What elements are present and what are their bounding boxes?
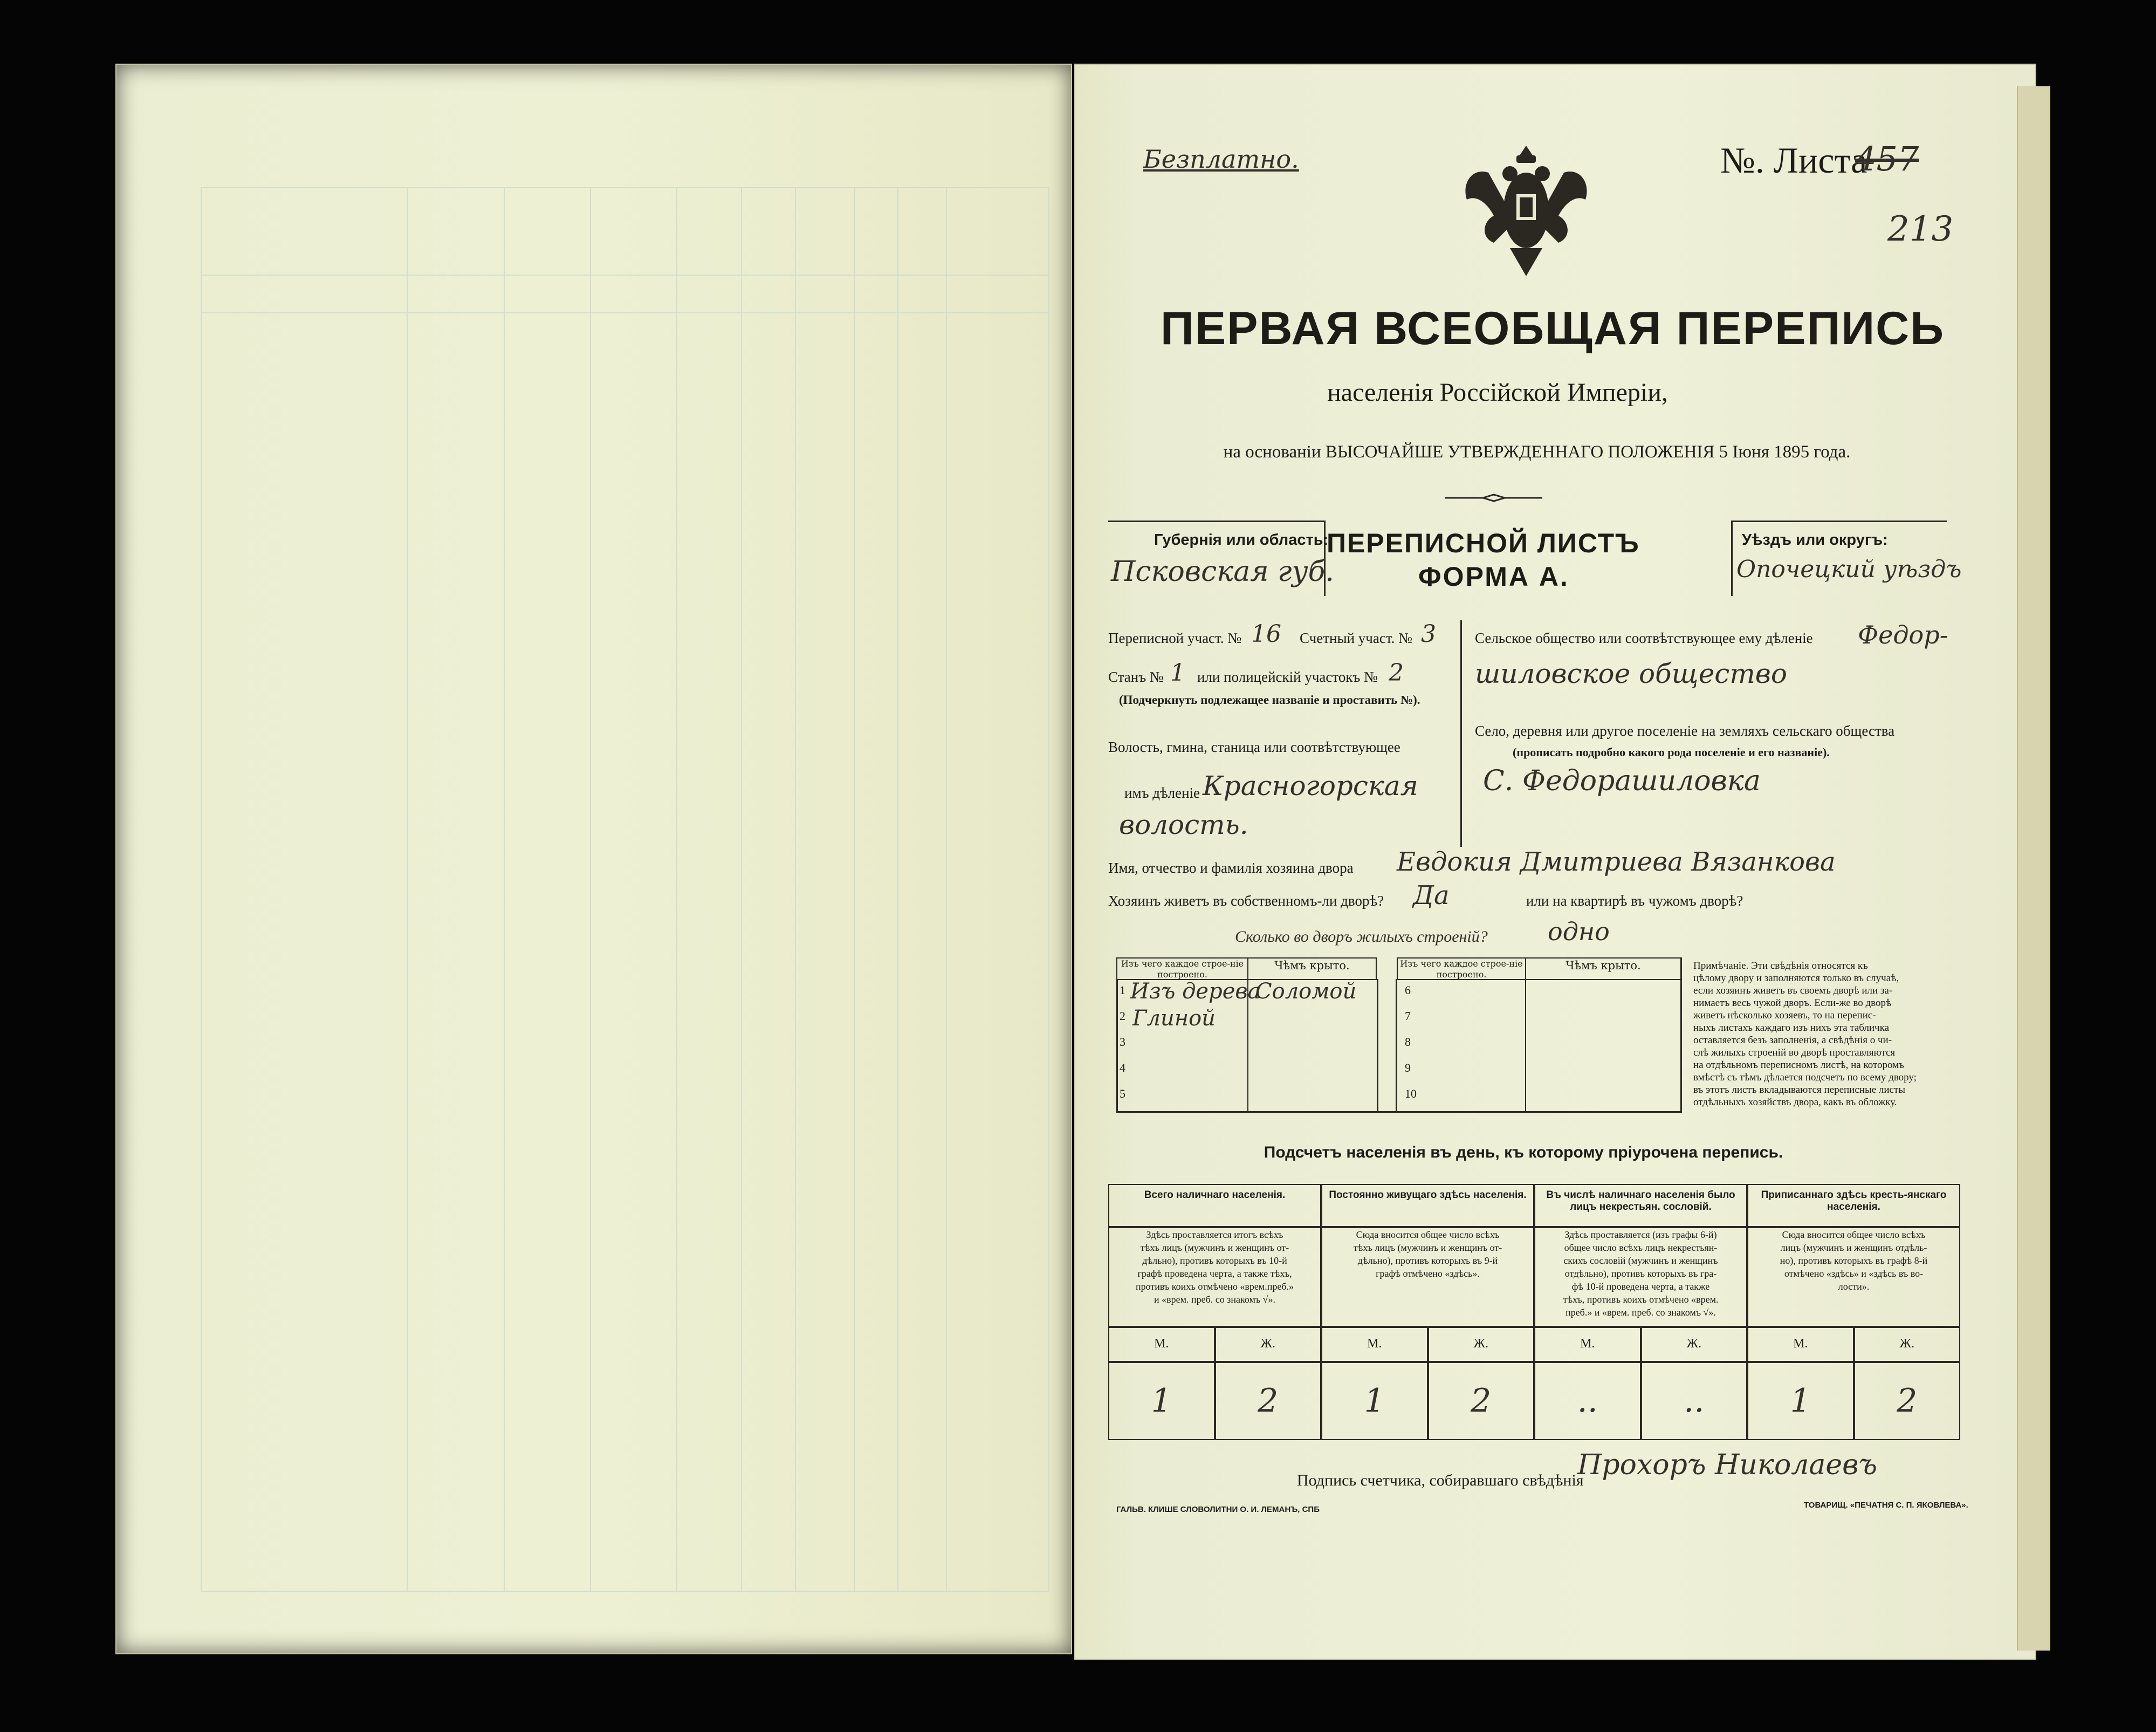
building-1-material: Изъ дерева	[1130, 979, 1261, 1004]
male-label: М.	[1747, 1327, 1854, 1362]
note-line: отдѣльныхъ хозяйствъ двора, какъ въ обложку.	[1693, 1097, 1897, 1108]
building-row-4: 4	[1120, 1061, 1125, 1074]
count-desc-line: и «врем. преб. со знакомъ √».	[1153, 1294, 1276, 1305]
count-desc-line: преб.» и «врем. преб. со знакомъ √».	[1565, 1307, 1716, 1318]
ornament-divider	[1445, 494, 1542, 502]
society-label: Сельское общество или соотвѣтствующее ему дѣленіе	[1475, 630, 1813, 646]
note-line: Примѣчаніе. Эти свѣдѣнія относятся къ	[1693, 960, 1868, 971]
note-line: оставляется безъ заполненія, а свѣдѣнія о чи-	[1693, 1035, 1892, 1046]
count-desc-line: графѣ отмѣчено «здѣсь».	[1376, 1268, 1480, 1279]
count-group-head	[1108, 1184, 1321, 1227]
female-count: 2	[1428, 1362, 1535, 1440]
male-label: М.	[1108, 1327, 1215, 1362]
counter-signature: Прохоръ Николаевъ	[1577, 1449, 1878, 1481]
own-yard-value: Да	[1413, 880, 1450, 911]
count-group-desc	[1747, 1227, 1960, 1327]
building-1-roof: Соломой	[1255, 979, 1357, 1004]
free-label: Безплатно.	[1143, 145, 1299, 174]
female-count: 2	[1854, 1362, 1961, 1440]
count-desc-line: Сюда вносится общее число всѣхъ	[1782, 1229, 1926, 1240]
count-desc-line: Здѣсь проставляется итогъ всѣхъ	[1146, 1229, 1283, 1240]
male-count: 1	[1747, 1362, 1854, 1440]
building-row-9: 9	[1405, 1061, 1411, 1074]
page-subtitle: населенія Россійской Имперіи,	[1327, 378, 1668, 407]
police-value: 2	[1389, 659, 1404, 687]
page-title: ПЕРВАЯ ВСЕОБЩАЯ ПЕРЕПИСЬ	[1161, 303, 1945, 354]
show-through-table	[201, 187, 1049, 1592]
count-desc-line: лости».	[1838, 1281, 1870, 1292]
note-line: живетъ нѣсколько хозяевъ, то на перепис-	[1693, 1010, 1876, 1021]
count-group-title: Постоянно живущаго здѣсь населенія.	[1329, 1189, 1527, 1201]
count-desc-line: но), противъ которыхъ въ графѣ 8-й	[1780, 1255, 1928, 1266]
count-desc-line: Здѣсь проставляется (изъ графы 6-й)	[1564, 1229, 1717, 1240]
count-group-desc	[1534, 1227, 1747, 1327]
buildings-table	[1116, 957, 1683, 1111]
buildings-col-material: Изъ чего каждое строе-ніе построено.	[1121, 959, 1244, 980]
sheet-number-label: №. Листа	[1720, 140, 1867, 181]
count-group-head	[1747, 1184, 1960, 1227]
building-row-3: 3	[1120, 1035, 1125, 1049]
count-desc-line: графѣ проведена черта, а также тѣхъ,	[1137, 1268, 1292, 1279]
own-yard-label: Хозяинъ живетъ въ собственномъ-ли дворѣ?	[1108, 893, 1384, 909]
count-table	[1108, 1184, 1960, 1448]
note-line: въ этотъ листъ вкладываются переписные листы	[1693, 1084, 1906, 1096]
note-block	[1693, 960, 1941, 1111]
province-value: Псковская губ.	[1111, 556, 1334, 588]
province-label: Губернія или область:	[1154, 531, 1329, 549]
count-desc-line: противъ коихъ отмѣчено «врем.преб.»	[1136, 1281, 1294, 1292]
stan-label: Станъ №	[1108, 669, 1164, 685]
count-title: Подсчетъ населенія въ день, къ которому пріурочена перепись.	[1264, 1144, 1783, 1161]
building-row-2: 2	[1120, 1009, 1125, 1023]
volost-label: Волость, гмина, станица или соотвѣтствующее	[1108, 739, 1400, 755]
count-desc-line: фѣ 10-й проведена черта, а также	[1571, 1281, 1710, 1292]
count-desc-line: тѣхъ, противъ коихъ отмѣчено «врем.	[1563, 1294, 1719, 1305]
count-desc-line: дѣльно), противъ которыхъ въ 9-й	[1357, 1255, 1498, 1266]
sheet-number-value: 457	[1855, 139, 1919, 179]
form-subtitle: ФОРМА А.	[1418, 562, 1569, 592]
building-2-material: Глиной	[1132, 1006, 1216, 1031]
village-note: (прописать подробно какого рода поселеніе и его названіе).	[1513, 745, 1830, 759]
male-count: ..	[1534, 1362, 1641, 1440]
building-row-5: 5	[1120, 1087, 1125, 1100]
village-value: С. Федорашиловка	[1483, 765, 1761, 797]
volost-value: Красногорская	[1203, 770, 1418, 802]
count-group-desc	[1321, 1227, 1534, 1327]
stan-value: 1	[1170, 659, 1185, 687]
society-value: Федор-	[1858, 620, 1948, 649]
count-desc-line: дѣльно), противъ которыхъ въ 10-й	[1142, 1255, 1287, 1266]
page-edges	[2017, 86, 2050, 1651]
district-label: Уѣздъ или округъ:	[1742, 531, 1888, 549]
underline-note: (Подчеркнуть подлежащее названіе и проставить №).	[1119, 693, 1420, 707]
count-group-head	[1321, 1184, 1534, 1227]
count-section-label: Счетный участ. №	[1300, 630, 1412, 646]
building-row-1: 1	[1120, 983, 1125, 997]
male-count: 1	[1108, 1362, 1215, 1440]
count-desc-line: Сюда вносится общее число всѣхъ	[1356, 1229, 1500, 1240]
buildings-label: Сколько во дворъ жилыхъ строеній?	[1235, 928, 1488, 946]
form-title: ПЕРЕПИСНОЙ ЛИСТЪ	[1327, 528, 1640, 558]
building-row-6: 6	[1405, 983, 1411, 997]
buildings-col-material-2: Изъ чего каждое строе-ніе построено.	[1400, 959, 1523, 980]
rent-label: или на квартирѣ въ чужомъ дворѣ?	[1526, 893, 1743, 909]
note-line: нимаетъ весь чужой дворъ. Если-же во дворѣ	[1693, 997, 1892, 1009]
column-divider	[1460, 620, 1462, 847]
note-line: слѣ жилыхъ строеній во дворѣ проставляются	[1693, 1047, 1896, 1058]
imperial-eagle-emblem	[1456, 135, 1596, 280]
count-desc-line: отмѣчено «здѣсь» и «здѣсь въ во-	[1784, 1268, 1924, 1279]
volost-label-2: имъ дѣленіе	[1124, 785, 1200, 801]
police-label: или полицейскій участокъ №	[1197, 669, 1378, 685]
buildings-col-roof-2: Чѣмъ крыто.	[1565, 959, 1641, 972]
female-label: Ж.	[1854, 1327, 1961, 1362]
female-label: Ж.	[1428, 1327, 1535, 1362]
left-page	[115, 64, 1072, 1654]
count-desc-line: общее число всѣхъ лицъ некрестьян-	[1564, 1242, 1718, 1253]
buildings-col-roof: Чѣмъ крыто.	[1274, 959, 1350, 972]
male-label: М.	[1321, 1327, 1428, 1362]
owner-label: Имя, отчество и фамилія хозяина двора	[1108, 860, 1354, 876]
count-group-desc	[1108, 1227, 1321, 1327]
count-desc-line: отдѣльно), противъ которыхъ въ гра-	[1564, 1268, 1717, 1279]
count-group-title: Въ числѣ наличнаго населенія было лицъ некрестьян. сословій.	[1546, 1189, 1735, 1213]
note-line: если хозяинъ живетъ въ своемъ дворѣ или за-	[1693, 985, 1893, 996]
male-label: М.	[1534, 1327, 1641, 1362]
signature-label: Подпись счетчика, собиравшаго свѣдѣнія	[1297, 1471, 1584, 1489]
female-label: Ж.	[1641, 1327, 1748, 1362]
building-row-10: 10	[1405, 1087, 1417, 1100]
printer-right: ТОВАРИЩ. «ПЕЧАТНЯ С. П. ЯКОВЛЕВА».	[1804, 1501, 1968, 1510]
note-line: ныхъ листахъ каждаго изъ нихъ эта табличка	[1693, 1022, 1890, 1033]
archive-number: 213	[1887, 209, 1954, 249]
village-label: Село, деревня или другое поселеніе на земляхъ сельскаго общества	[1475, 723, 1895, 739]
buildings-value: одно	[1548, 917, 1610, 946]
count-section-value: 3	[1421, 620, 1436, 648]
legal-basis: на основаніи ВЫСОЧАЙШЕ УТВЕРЖДЕННАГО ПОЛОЖЕНІЯ 5 Іюня 1895 года.	[1223, 442, 1851, 462]
note-line: на отдѣльномъ переписномъ листѣ, на которомъ	[1693, 1059, 1905, 1071]
male-count: 1	[1321, 1362, 1428, 1440]
count-desc-line: лицъ (мужчинъ и женщинъ отдѣль-	[1780, 1242, 1927, 1253]
building-row-7: 7	[1405, 1009, 1411, 1023]
society-value-2: шиловское общество	[1475, 658, 1787, 689]
female-count: ..	[1641, 1362, 1748, 1440]
female-label: Ж.	[1215, 1327, 1322, 1362]
note-line: вмѣстѣ съ тѣмъ дѣлается подсчетъ по всему двору;	[1693, 1072, 1917, 1083]
count-desc-line: тѣхъ лицъ (мужчинъ и женщинъ от-	[1353, 1242, 1502, 1253]
count-group-title: Приписаннаго здѣсь кресть-янскаго населенія.	[1761, 1189, 1947, 1213]
census-section-value: 16	[1251, 620, 1281, 648]
note-line: цѣлому двору и заполняются только въ случаѣ,	[1693, 973, 1899, 984]
count-desc-line: скихъ сословій (мужчинъ и женщинъ	[1563, 1255, 1718, 1266]
owner-value: Евдокия Дмитриева Вязанкова	[1397, 847, 1836, 877]
printer-left: ГАЛЬВ. КЛИШЕ СЛОВОЛИТНИ О. И. ЛЕМАНЪ, СПБ	[1116, 1505, 1320, 1514]
district-value: Опочецкий уѣздъ	[1736, 556, 1962, 583]
building-row-8: 8	[1405, 1035, 1411, 1049]
census-section-label: Переписной участ. №	[1108, 630, 1242, 646]
volost-value-2: волость.	[1119, 809, 1248, 840]
count-group-head	[1534, 1184, 1747, 1227]
count-desc-line: тѣхъ лицъ (мужчинъ и женщинъ от-	[1140, 1242, 1289, 1253]
count-group-title: Всего наличнаго населенія.	[1144, 1189, 1286, 1201]
female-count: 2	[1215, 1362, 1322, 1440]
